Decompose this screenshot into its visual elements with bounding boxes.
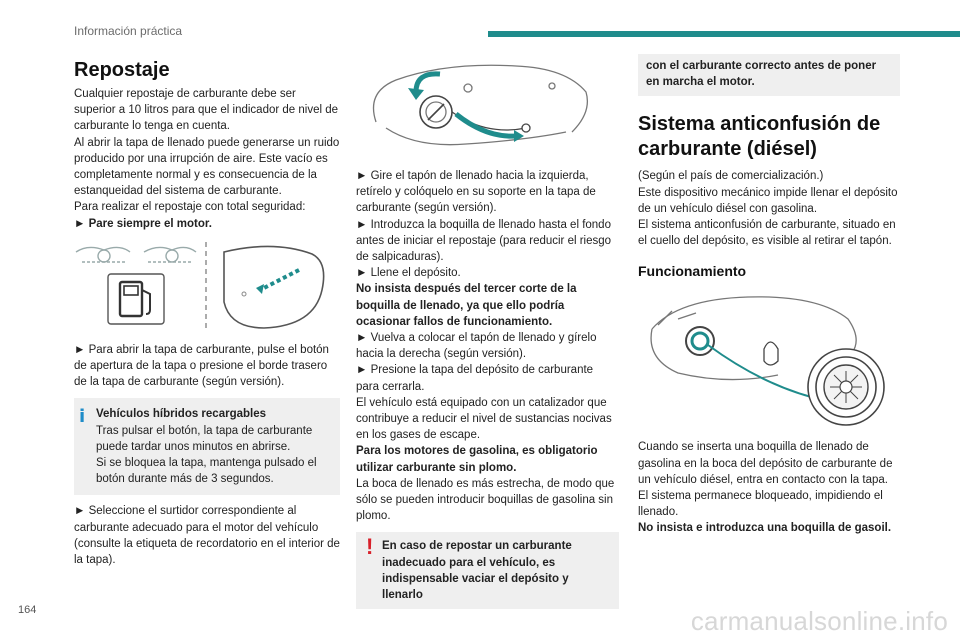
misfuel-country: (Según el país de comercialización.): [638, 170, 824, 183]
step-open-flap: ► Para abrir la tapa de carburante, pulse el botón de apertura de la tapa o presione el borde trasero de la tapa de carburante (según versión).: [74, 343, 329, 389]
info-box-hybrid: [74, 398, 340, 495]
refuel-intro-1: Cualquier repostaje de carburante debe ser superior a 10 litros para que el indicador de nivel de carburante lo tenga en cuenta.: [74, 88, 339, 133]
misfuel-device-icon: [808, 349, 884, 425]
step-turn-cap: ► Gire el tapón de llenado hacia la izquierda, retírelo y colóquelo en su soporte en la tapa de carburante (según versión).: [356, 170, 596, 215]
header-section-title: Información práctica: [74, 24, 183, 38]
warning-box-continued: [638, 54, 900, 96]
step-insert-nozzle: ► Introduzca la boquilla de llenado hasta el fondo antes de iniciar el repostaje (para reducir el riesgo de salpicaduras).: [356, 218, 612, 264]
column-filling: [356, 58, 619, 609]
figure-fuel-cap: [356, 52, 619, 158]
petrol-unleaded-note: Para los motores de gasolina, es obligatorio utilizar carburante sin plomo.: [356, 445, 598, 474]
warning-box-wrong-fuel: [356, 532, 619, 609]
figure-misfuel-device: [638, 289, 900, 429]
info-icon: i: [79, 406, 86, 428]
subsection-title-operation: Funcionamiento: [638, 263, 747, 280]
warning-third-cut: No insista después del tercer corte de la boquilla de llenado, ya que ello podría ocasionar fallos de funcionamiento.: [356, 283, 577, 328]
operation-description: Cuando se inserta una boquilla de llenado de gasolina en la boca del depósito de carburante de un vehículo diésel, entra en contacto con la tapa. El sistema permanece bloqueado, impidiendo el llenado.: [638, 441, 893, 519]
info-title: Vehículos híbridos recargables: [96, 408, 267, 421]
fuel-flap-icon: [224, 246, 324, 328]
operation-final-warning: No insista e introduzca una boquilla de gasoil.: [638, 522, 892, 535]
misfuel-purpose: Este dispositivo mecánico impide llenar el depósito de un vehículo diésel con gasolina.: [638, 186, 898, 215]
refuel-intro-2: Al abrir la tapa de llenado puede generarse un ruido producido por una irrupción de aire. Este vacío es completamente normal y es consecuencia de la estanqueidad del sistema de carburante.: [74, 136, 340, 198]
warning-continued-text: con el carburante correcto antes de poner en marcha el motor.: [646, 60, 877, 89]
refuel-intro-3: Para realizar el repostaje con total seguridad:: [74, 201, 306, 214]
column-misfuel: [638, 58, 900, 537]
figure-fuel-flap-opening: [74, 242, 340, 334]
warning-wrong-fuel-text: En caso de repostar un carburante inadecuado para el vehículo, es indispensable vaciar el depósito y llenarlo: [382, 540, 572, 602]
header-accent-bar: [488, 31, 960, 37]
info-line-2: Si se bloquea la tapa, mantenga pulsado el botón durante más de 3 segundos.: [96, 457, 317, 486]
misfuel-location: El sistema anticonfusión de carburante, situado en el cuello del depósito, es visible al retirar el tapón.: [638, 219, 896, 248]
step-select-pump: ► Seleccione el surtidor correspondiente al carburante adecuado para el motor del vehículo (consulte la etiqueta de recordatorio en el interior de la tapa).: [74, 505, 340, 567]
step-refit-cap: ► Vuelva a colocar el tapón de llenado y gírelo hacia la derecha (según versión).: [356, 332, 597, 361]
section-title-refuelling: Repostaje: [74, 59, 170, 81]
fuel-pump-icon: [108, 274, 164, 324]
section-title-misfuel: Sistema anticonfusión de carburante (diésel): [638, 113, 881, 161]
column-refuelling: [74, 58, 340, 568]
warning-exclamation-icon: !: [366, 534, 374, 560]
step-fill-tank: ► Llene el depósito.: [356, 267, 461, 280]
page-number: 164: [18, 604, 37, 616]
filler-neck-note: La boca de llenado es más estrecha, de modo que sólo se pueden introducir boquillas de gasolina sin plomo.: [356, 477, 615, 523]
catalyst-note: El vehículo está equipado con un catalizador que contribuye a reducir el nivel de sustancias nocivas en los gases de escape.: [356, 396, 612, 442]
info-line-1: Tras pulsar el botón, la tapa de carburante puede tardar unos minutos en abrirse.: [96, 424, 313, 453]
step-close-flap: ► Presione la tapa del depósito de carburante para cerrarla.: [356, 364, 594, 393]
fuel-cap-icon: [374, 65, 588, 144]
steering-wheel-icon: [76, 247, 196, 262]
step-engine-off: ► Pare siempre el motor.: [74, 217, 212, 230]
watermark: carmanualsonline.info: [690, 606, 948, 636]
